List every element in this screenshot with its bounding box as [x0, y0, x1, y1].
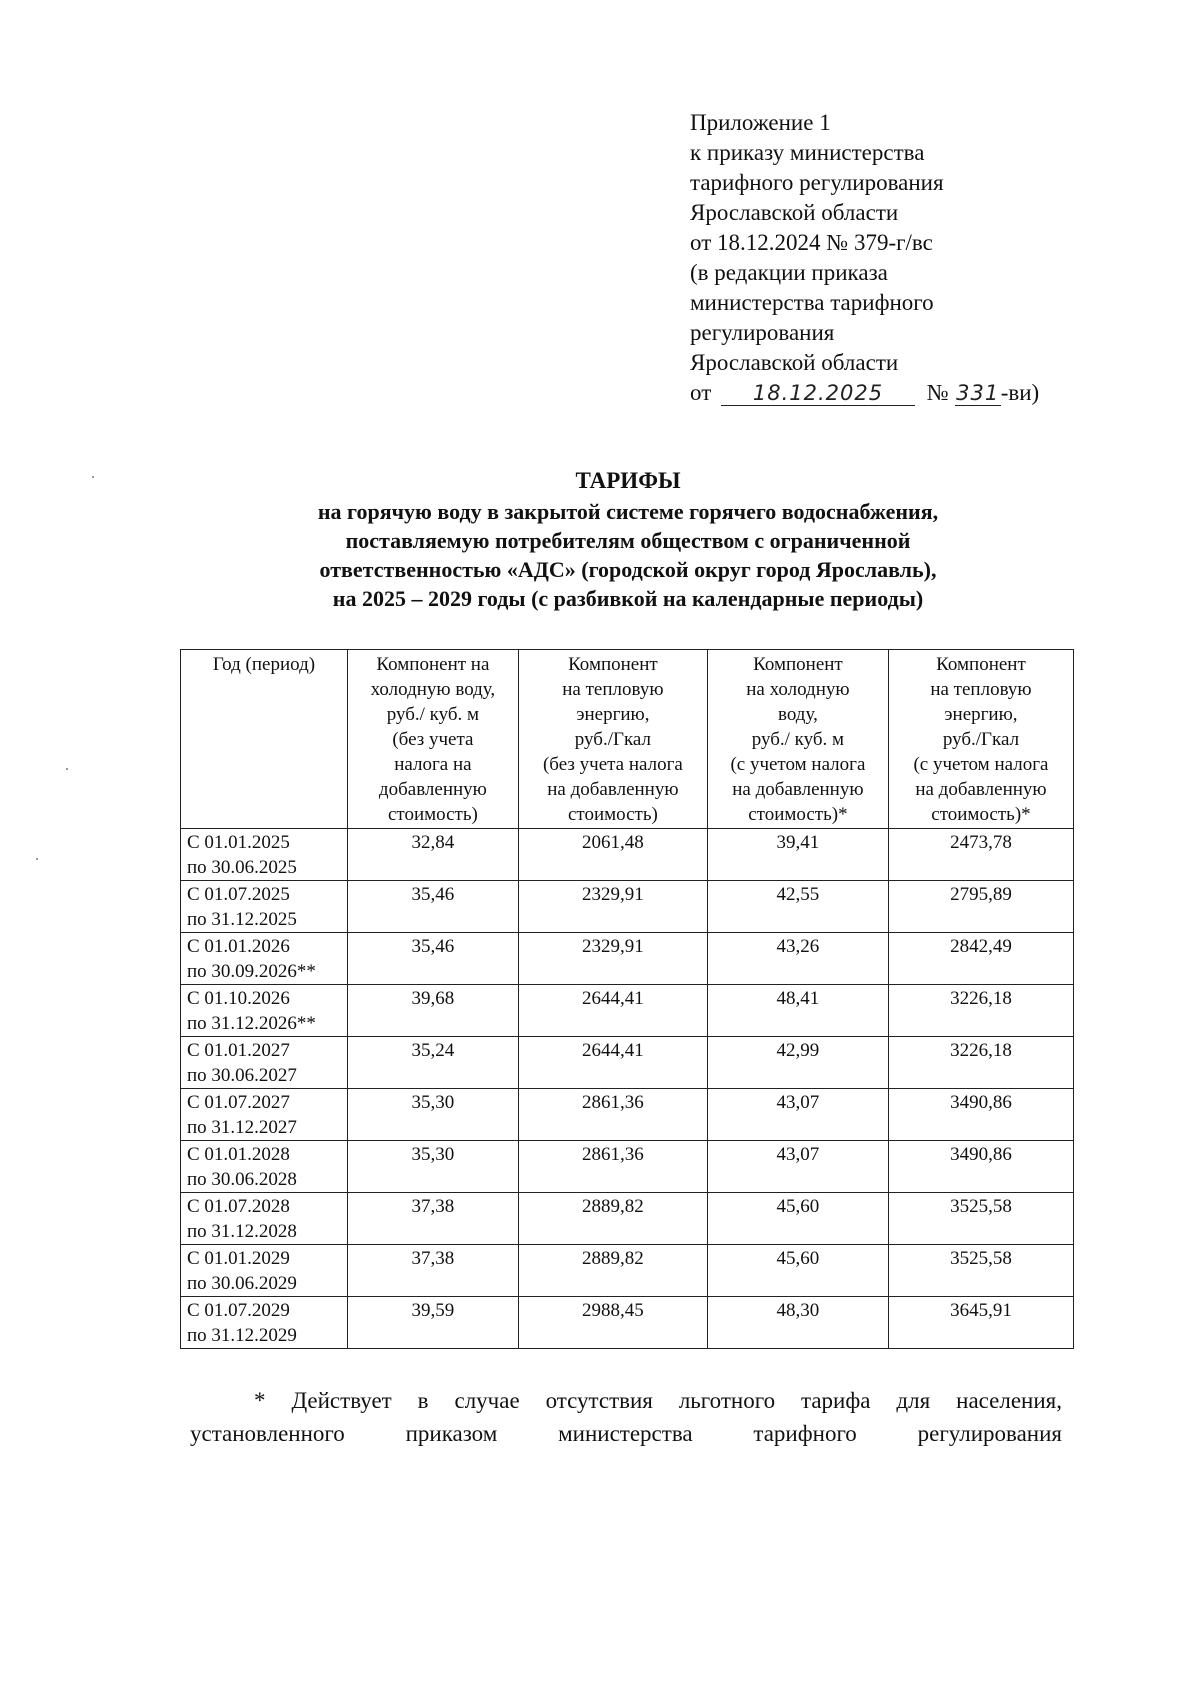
footnote-line-1: * Действует в случае отсутствия льготного тарифа для населения, — [254, 1388, 1062, 1413]
tariff-value-cell: 42,99 — [707, 1037, 888, 1089]
period-from: С 01.07.2029 — [187, 1300, 290, 1321]
tariff-value-cell: 2061,48 — [518, 829, 707, 881]
tariff-value-cell: 35,24 — [347, 1037, 518, 1089]
period-from: С 01.01.2025 — [187, 832, 290, 853]
column-header — [518, 650, 707, 829]
period-cell — [181, 933, 348, 985]
period-cell — [181, 1089, 348, 1141]
tariff-value-cell: 2329,91 — [518, 881, 707, 933]
amending-order-line — [690, 378, 1090, 408]
table-row — [181, 1245, 1074, 1297]
column-header-line: руб./Гкал — [574, 729, 651, 750]
title-line: на горячую воду в закрытой системе горячего водоснабжения, — [317, 499, 939, 524]
annex-line: Ярославской области — [690, 350, 899, 375]
column-header-line: стоимость)* — [931, 804, 1031, 825]
column-header-line: Компонент — [936, 654, 1026, 675]
tariff-value-cell: 37,38 — [347, 1245, 518, 1297]
column-header-line: энергию, — [944, 704, 1018, 725]
title-line: ответственностью «АДС» (городской округ город Ярославль), — [319, 557, 937, 582]
scan-speck — [92, 476, 94, 478]
table-row — [181, 1141, 1074, 1193]
tariff-value-cell: 3645,91 — [888, 1297, 1073, 1349]
tariff-value-cell: 3525,58 — [888, 1193, 1073, 1245]
scan-speck — [66, 768, 68, 770]
annex-line: регулирования — [690, 320, 835, 345]
scan-speck — [36, 858, 38, 860]
tariff-value-cell: 2988,45 — [518, 1297, 707, 1349]
tariff-value-cell: 3525,58 — [888, 1245, 1073, 1297]
footnote-line-2: установленного приказом министерства тарифного регулирования — [190, 1421, 1062, 1446]
column-header-line: на добавленную — [732, 779, 864, 800]
period-from: С 01.07.2025 — [187, 884, 290, 905]
tariff-value-cell: 32,84 — [347, 829, 518, 881]
title-line: на 2025 – 2029 годы (с разбивкой на календарные периоды) — [332, 586, 924, 611]
tariff-value-cell: 2861,36 — [518, 1089, 707, 1141]
tariff-value-cell: 2329,91 — [518, 933, 707, 985]
tariff-value-cell: 43,07 — [707, 1141, 888, 1193]
period-cell — [181, 1141, 348, 1193]
table-row — [181, 829, 1074, 881]
tariff-value-cell: 3490,86 — [888, 1089, 1073, 1141]
column-header-line: Компонент на — [376, 654, 490, 675]
tariff-value-cell: 2842,49 — [888, 933, 1073, 985]
column-header-line: на добавленную — [915, 779, 1047, 800]
tariff-value-cell: 35,46 — [347, 933, 518, 985]
order-number-field — [955, 381, 1001, 406]
column-header-line: стоимость) — [387, 804, 478, 825]
annex-line: к приказу министерства — [690, 140, 925, 165]
annex-line: тарифного регулирования — [690, 170, 944, 195]
tariff-value-cell: 2861,36 — [518, 1141, 707, 1193]
column-header-line: стоимость) — [567, 804, 658, 825]
column-header — [707, 650, 888, 829]
annex-line: от 18.12.2024 № 379-г/вс — [690, 230, 933, 255]
table-row — [181, 985, 1074, 1037]
order-prefix: от — [690, 380, 712, 405]
annex-lines — [690, 108, 1090, 378]
annex-line: министерства тарифного — [690, 290, 934, 315]
period-to: по 31.12.2027 — [187, 1117, 297, 1138]
handwritten-order-date: 18.12.2025 — [752, 381, 884, 405]
period-to: по 31.12.2025 — [187, 909, 297, 930]
period-cell — [181, 1297, 348, 1349]
column-header-line: добавленную — [378, 779, 487, 800]
tariff-value-cell: 3226,18 — [888, 1037, 1073, 1089]
column-header-line: (с учетом налога — [730, 754, 866, 775]
title-line: поставляемую потребителям обществом с ограниченной — [345, 528, 911, 553]
tariff-value-cell: 45,60 — [707, 1245, 888, 1297]
period-to: по 30.06.2029 — [187, 1273, 297, 1294]
period-to: по 30.06.2028 — [187, 1169, 297, 1190]
annex-header — [690, 108, 1090, 408]
column-header-line: на тепловую — [930, 679, 1032, 700]
tariff-value-cell: 45,60 — [707, 1193, 888, 1245]
tariff-value-cell: 48,30 — [707, 1297, 888, 1349]
period-cell — [181, 1037, 348, 1089]
column-header-line: руб./ куб. м — [751, 729, 845, 750]
annex-line: Приложение 1 — [690, 110, 831, 135]
handwritten-order-number: 331 — [956, 381, 1000, 405]
order-number-sign: № — [926, 380, 949, 405]
column-header — [181, 650, 348, 829]
tariff-value-cell: 39,68 — [347, 985, 518, 1037]
tariff-value-cell: 2889,82 — [518, 1245, 707, 1297]
column-header — [347, 650, 518, 829]
column-header — [888, 650, 1073, 829]
period-from: С 01.07.2027 — [187, 1092, 290, 1113]
tariff-value-cell: 2473,78 — [888, 829, 1073, 881]
table-row — [181, 1193, 1074, 1245]
column-header-line: налога на — [394, 754, 472, 775]
column-header-line: Год (период) — [212, 654, 316, 675]
column-header-line: руб./Гкал — [942, 729, 1020, 750]
column-header-line: на добавленную — [547, 779, 679, 800]
period-cell — [181, 1193, 348, 1245]
period-from: С 01.01.2027 — [187, 1040, 290, 1061]
period-from: С 01.01.2028 — [187, 1144, 290, 1165]
table-row — [181, 881, 1074, 933]
title-subtitle — [180, 497, 1076, 613]
order-date-field — [721, 381, 915, 406]
annex-line: (в редакции приказа — [690, 260, 888, 285]
title-main: ТАРИФЫ — [575, 468, 681, 493]
tariff-value-cell: 42,55 — [707, 881, 888, 933]
period-cell — [181, 1245, 348, 1297]
column-header-line: (с учетом налога — [913, 754, 1049, 775]
period-cell — [181, 829, 348, 881]
period-from: С 01.01.2026 — [187, 936, 290, 957]
annex-line: Ярославской области — [690, 200, 899, 225]
column-header-line: Компонент — [753, 654, 843, 675]
column-header-line: на тепловую — [562, 679, 664, 700]
tariff-value-cell: 2644,41 — [518, 1037, 707, 1089]
tariff-value-cell: 35,46 — [347, 881, 518, 933]
tariff-value-cell: 2795,89 — [888, 881, 1073, 933]
table-row — [181, 1089, 1074, 1141]
tariff-value-cell: 2889,82 — [518, 1193, 707, 1245]
period-cell — [181, 985, 348, 1037]
period-to: по 31.12.2026** — [187, 1013, 316, 1034]
order-suffix: -ви) — [1000, 380, 1040, 405]
column-header-line: холодную воду, — [370, 679, 496, 700]
period-to: по 30.06.2025 — [187, 857, 297, 878]
period-to: по 31.12.2028 — [187, 1221, 297, 1242]
period-to: по 31.12.2029 — [187, 1325, 297, 1346]
footnote — [190, 1384, 1062, 1450]
period-to: по 30.09.2026** — [187, 961, 316, 982]
column-header-line: на холодную — [746, 679, 850, 700]
tariff-value-cell: 39,41 — [707, 829, 888, 881]
tariff-value-cell: 39,59 — [347, 1297, 518, 1349]
tariff-value-cell: 48,41 — [707, 985, 888, 1037]
tariff-value-cell: 37,38 — [347, 1193, 518, 1245]
period-from: С 01.10.2026 — [187, 988, 290, 1009]
document-title — [180, 466, 1076, 613]
tariff-value-cell: 43,07 — [707, 1089, 888, 1141]
column-header-line: (без учета налога — [542, 754, 683, 775]
column-header-line: энергию, — [576, 704, 650, 725]
column-header-line: воду, — [778, 704, 818, 725]
period-from: С 01.07.2028 — [187, 1196, 290, 1217]
column-header-line: (без учета — [392, 729, 474, 750]
column-header-line: стоимость)* — [748, 804, 848, 825]
tariff-table — [180, 649, 1074, 1349]
table-row — [181, 1037, 1074, 1089]
table-header-row — [181, 650, 1074, 829]
tariff-value-cell: 3490,86 — [888, 1141, 1073, 1193]
column-header-line: Компонент — [568, 654, 658, 675]
column-header-line: руб./ куб. м — [386, 704, 480, 725]
tariff-value-cell: 43,26 — [707, 933, 888, 985]
table-row — [181, 1297, 1074, 1349]
table-body — [181, 829, 1074, 1349]
table-row — [181, 933, 1074, 985]
tariff-value-cell: 3226,18 — [888, 985, 1073, 1037]
period-to: по 30.06.2027 — [187, 1065, 297, 1086]
period-cell — [181, 881, 348, 933]
tariff-value-cell: 35,30 — [347, 1089, 518, 1141]
tariff-value-cell: 2644,41 — [518, 985, 707, 1037]
period-from: С 01.01.2029 — [187, 1248, 290, 1269]
tariff-value-cell: 35,30 — [347, 1141, 518, 1193]
